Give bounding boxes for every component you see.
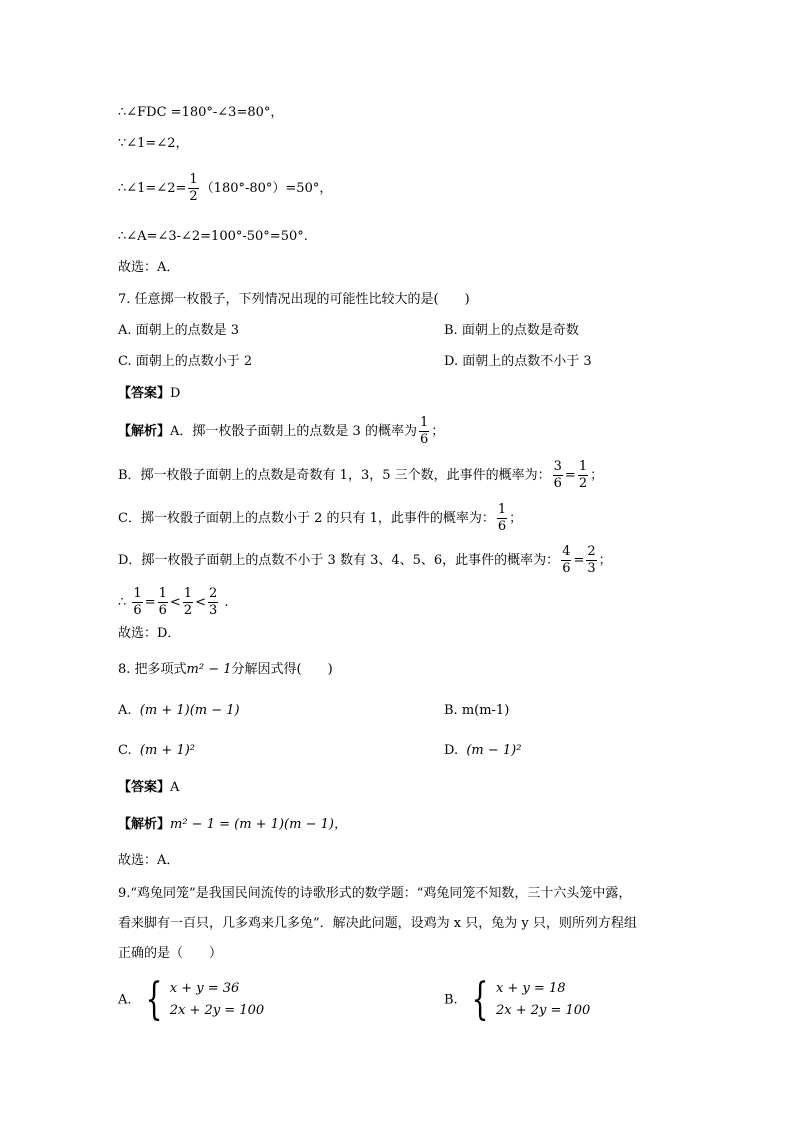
- choose-answer-7: 故选：D．: [118, 626, 181, 641]
- punct: ；: [598, 553, 612, 568]
- q8-analysis: [118, 815, 347, 835]
- fraction: [578, 459, 588, 492]
- q7-analysis-d: [118, 544, 612, 577]
- fraction-numerator: 2: [587, 544, 596, 559]
- fraction-denominator: 2: [189, 189, 198, 204]
- operator: <: [169, 595, 181, 610]
- answer-value: D: [170, 386, 181, 401]
- q8-stem-prefix: 8. 把多项式: [118, 662, 187, 677]
- fraction: [553, 459, 563, 492]
- q7-option-c: C. 面朝上的点数小于 2: [118, 354, 253, 369]
- q7-conclusion: [118, 586, 229, 619]
- solution-line-4: ∴∠A=∠3-∠2=100°-50°=50°.: [118, 229, 308, 244]
- option-label: D.: [444, 743, 459, 758]
- fraction: [561, 544, 571, 577]
- option-label: B.: [444, 992, 458, 1008]
- operator: <: [195, 595, 206, 610]
- choose-answer-8: 故选：A．: [118, 853, 180, 868]
- fraction-numerator: 2: [208, 586, 218, 601]
- fraction: [208, 586, 218, 619]
- q9-stem-1: 9.“鸡兔同笼”是我国民间流传的诗歌形式的数学题：“鸡兔同笼不知数，三十六头笼中露，: [118, 886, 632, 901]
- equation-system: [466, 974, 591, 1025]
- q8-stem-suffix: 分解因式得( ): [231, 662, 333, 677]
- fraction-denominator: 6: [497, 519, 507, 534]
- analysis-label: 【解析】: [118, 424, 171, 439]
- q8-option-d: [444, 741, 521, 761]
- fraction-numerator: 1: [497, 502, 507, 517]
- left-brace-icon: {: [471, 974, 489, 1025]
- fraction: [132, 586, 142, 619]
- equals: =: [573, 553, 585, 568]
- fraction-denominator: 6: [553, 476, 562, 491]
- fraction-numerator: 1: [578, 459, 588, 474]
- equals: =: [564, 468, 576, 483]
- q7-option-b: B. 面朝上的点数是奇数: [444, 323, 579, 338]
- q8-option-c: [118, 741, 195, 761]
- q7-analysis-c: [118, 502, 522, 535]
- q7-stem: 7. 任意掷一枚骰子，下列情况出现的可能性比较大的是( ): [118, 292, 470, 307]
- solution-line-2: ∵∠1=∠2，: [118, 136, 189, 151]
- equation: x + y = 18: [495, 981, 566, 996]
- analysis-expression: m² − 1 = (m + 1)(m − 1)，: [170, 817, 347, 832]
- fraction-numerator: 1: [183, 586, 193, 601]
- fraction-denominator: 2: [578, 476, 588, 491]
- solution-line-3: [118, 172, 332, 205]
- analysis-a-text: A．掷一枚骰子面朝上的点数是 3 的概率为: [170, 424, 417, 439]
- fraction-denominator: 3: [208, 603, 218, 618]
- operator: =: [144, 595, 156, 610]
- option-label: A.: [118, 992, 132, 1008]
- therefore-symbol: ∴: [118, 595, 127, 610]
- answer-label: 【答案】: [118, 780, 171, 795]
- q8-option-a: [118, 701, 240, 721]
- line3-suffix: （180°-80°）=50°，: [200, 181, 333, 196]
- punct: .: [224, 595, 229, 610]
- fraction: [183, 586, 193, 619]
- option-expression: (m − 1)²: [466, 743, 522, 758]
- option-expression: (m + 1)²: [139, 743, 196, 758]
- fraction-numerator: 3: [553, 459, 562, 474]
- fraction-denominator: 6: [158, 603, 167, 618]
- half-fraction: [188, 172, 198, 205]
- fraction: [419, 415, 429, 448]
- punct: ；: [509, 511, 523, 526]
- q7-analysis-b: [118, 459, 603, 492]
- fraction-denominator: 2: [183, 603, 193, 618]
- fraction: [497, 502, 507, 535]
- fraction-denominator: 3: [587, 561, 596, 576]
- fraction-denominator: 6: [419, 432, 429, 447]
- fraction-numerator: 4: [562, 544, 571, 559]
- q9-stem-3: 正确的是（ ）: [118, 946, 223, 961]
- polynomial: m² − 1: [186, 662, 232, 677]
- q7-option-d: D. 面朝上的点数不小于 3: [444, 354, 592, 369]
- q8-option-b: B. m(m-1): [444, 703, 510, 718]
- fraction-chain: [130, 586, 220, 618]
- q7-answer: [118, 384, 180, 404]
- option-label: A.: [118, 703, 132, 718]
- option-label: C.: [118, 743, 132, 758]
- q9-option-b: [444, 974, 591, 1025]
- q8-answer: [118, 778, 179, 798]
- analysis-c-text: C．掷一枚骰子面朝上的点数小于 2 的只有 1，此事件的概率为：: [118, 511, 495, 526]
- q9-option-a: [118, 974, 265, 1025]
- choose-answer-6: 故选：A．: [118, 260, 180, 275]
- q7-option-a: A. 面朝上的点数是 3: [118, 323, 240, 338]
- punct: ；: [431, 424, 445, 439]
- q7-analysis-a: [118, 415, 444, 448]
- equation-system: [140, 974, 265, 1025]
- analysis-d-text: D．掷一枚骰子面朝上的点数不小于 3 数有 3、4、5、6，此事件的概率为：: [118, 553, 560, 568]
- fraction: [586, 544, 596, 577]
- solution-line-1: ∴∠FDC =180°-∠3=80°，: [118, 105, 284, 120]
- q9-stem-2: 看来脚有一百只，几多鸡来几多兔”．解决此问题，设鸡为 x 只，兔为 y 只，则所列方程组: [118, 916, 637, 931]
- left-brace-icon: {: [145, 974, 163, 1025]
- fraction-numerator: 1: [158, 586, 167, 601]
- answer-value: A: [170, 780, 180, 795]
- answer-label: 【答案】: [118, 386, 171, 401]
- line3-prefix: ∴∠1=∠2=: [118, 181, 187, 196]
- option-expression: (m + 1)(m − 1): [139, 703, 240, 718]
- fraction-numerator: 1: [419, 415, 429, 430]
- q8-stem: [118, 660, 333, 680]
- equation: x + y = 36: [169, 981, 240, 996]
- fraction-denominator: 6: [562, 561, 571, 576]
- punct: ；: [590, 468, 604, 483]
- analysis-b-text: B．掷一枚骰子面朝上的点数是奇数有 1，3，5 三个数，此事件的概率为：: [118, 468, 551, 483]
- analysis-label: 【解析】: [118, 817, 171, 832]
- equation: 2x + 2y = 100: [495, 1003, 591, 1018]
- fraction: [158, 586, 168, 619]
- fraction-denominator: 6: [133, 603, 142, 618]
- fraction-numerator: 1: [189, 172, 198, 187]
- fraction-numerator: 1: [133, 586, 142, 601]
- equation: 2x + 2y = 100: [169, 1003, 265, 1018]
